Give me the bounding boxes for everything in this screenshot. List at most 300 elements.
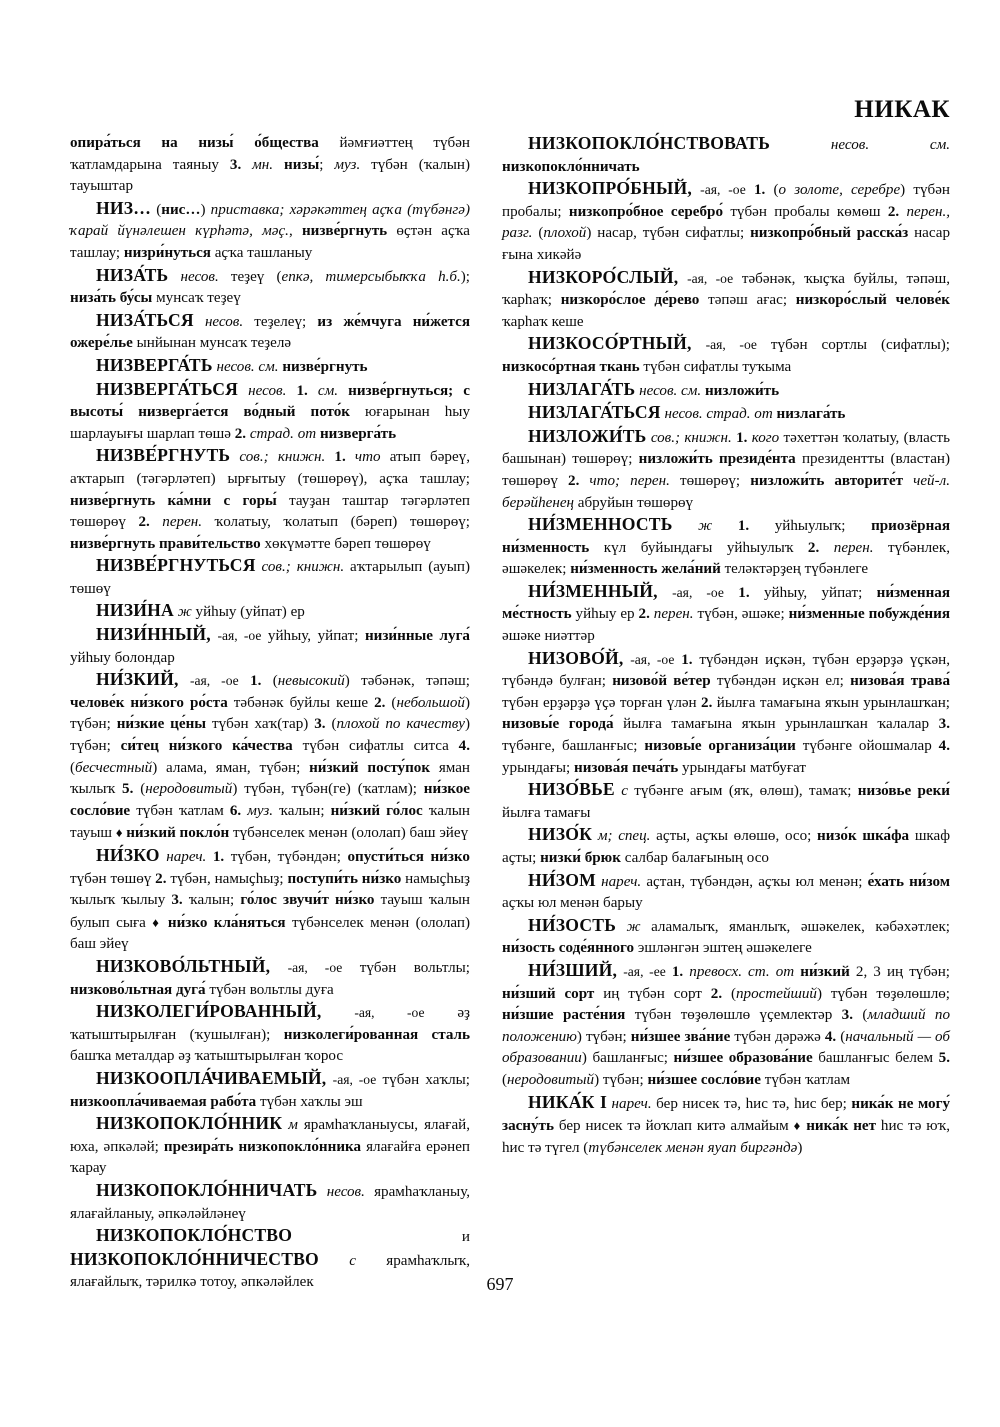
grammar-label: ж [698,518,713,535]
example-phrase: 2. [568,472,580,489]
example-phrase: 2. [138,514,150,531]
example-phrase: 1. [681,651,693,668]
grammar-label: кого [751,429,780,446]
translation-text: йылға тамағы [502,804,591,821]
example-phrase: ни́зкий посту́пок [309,759,431,776]
inflection-endings: -ая, -ое [700,182,746,198]
example-phrase: приозёрная ни́зменность [502,518,950,556]
translation-text: тауыш ҡалын булып сыға [70,892,470,931]
translation-text: аҡтарылып (ауып) төшөү [70,559,470,597]
translation-text: салбар балағының осо [620,850,769,866]
example-phrase: 2. [234,425,247,442]
grammar-label: начальный — об образовании [502,1028,950,1067]
translation-text: намыҫһыҙ ҡылыҡ ҡылыу [70,870,470,909]
entry-headword: НИ́ЗКИЙ, [96,669,179,690]
translation-text [286,383,296,399]
example-phrase: низовы́е организа́ции [644,738,796,755]
translation-text: түбән вольтлы; [342,959,470,976]
translation-text: әшәке ниәттәр [502,628,595,645]
translation-text: тәхеттән ҡолатыу, (власть башынан) төшөрөү; [502,429,950,468]
entry-headword: НИЗВЕ́РГНУТЬ [96,445,231,466]
example-phrase: низова́я трава́ [850,673,951,690]
entry-headword: НИЗКОПОКЛО́ННИЧАТЬ [96,1179,318,1200]
translation-text [168,269,180,285]
translation-text: теҙеү ( [218,268,282,285]
grammar-label: невысокий [277,673,345,690]
grammar-label: чей-л. берәйһенең [502,472,950,511]
example-phrase: низо́к шка́фа [817,828,910,845]
example-phrase: 1. [250,673,262,690]
example-phrase: ни́зшее сосло́вие [647,1071,761,1088]
example-phrase: низовы́е города́ [502,716,614,733]
dictionary-entry [502,779,950,824]
dictionary-entry [502,426,950,514]
translation-text [692,182,700,198]
entry-headword: НИЗЛОЖИ́ТЬ [528,425,647,446]
dictionary-entry [70,669,470,845]
translation-text [319,1253,349,1269]
example-phrase: низки́ брюк [540,850,621,866]
translation-text: ; [319,156,335,173]
translation-text: ) түбән; [594,1071,648,1088]
translation-text [724,585,738,601]
translation-text: түбән сифатлы ситса [292,738,459,755]
translation-text [308,383,318,399]
dictionary-entry [70,845,470,956]
translation-text: ); [460,268,471,285]
dictionary-entry [502,402,950,426]
translation-text: хөкүмәтте бәреп төшөрөү [260,535,431,552]
inflection-endings: -ая, -ое [217,628,262,644]
entry-headword: НИЗИ́НА [96,600,174,621]
translation-text: уйһыу (уйпат) ер [191,604,305,621]
example-phrase: ни́зшее образова́ние [673,1050,813,1067]
example-phrase: 4. [938,738,950,755]
dictionary-entry [70,1068,470,1113]
example-phrase: 1. [212,849,225,865]
translation-text: теләктәрҙең түбәнлеге [720,561,869,578]
entry-headword: НИЗ… [96,197,152,218]
example-phrase: 3. [314,716,326,733]
translation-text: атып бәреү, аҡтарып (тәгәрләтеп) ырғытыу (төшөрөү), аҫҡа ташлау; [70,449,470,487]
translation-text: түбәнлек, әшәкелек; [502,539,950,578]
translation-text: түбәнге ойошмалар [795,738,939,755]
example-phrase: низложи́ть президе́нта [638,451,796,468]
grammar-label: епкә, тимерсыбыҡҡа һ.б. [281,268,461,285]
grammar-label: перен. [162,514,203,531]
grammar-label: сов.; книжн. [239,449,326,466]
translation-text: ( [502,1071,508,1088]
translation-text [239,673,250,689]
grammar-label: плохой [543,225,587,242]
grammar-label: небольшой [396,694,465,711]
translation-text: әҙ ҡатыштырылған (ҡушылған); [70,1005,470,1043]
translation-text [270,960,287,976]
example-phrase: низве́ргнуть [282,358,368,375]
example-phrase: 1. [736,429,748,446]
entry-headword: НИЗОВО́Й, [528,647,624,668]
translation-text: ынйынан мунсаҡ теҙелә [132,335,292,352]
translation-text: ( [722,985,736,1002]
grammar-label: плохой по качеству [336,716,465,733]
example-phrase: ни́зость соде́янного [502,940,635,957]
grammar-label: түбәнселек менән яуап биргәндә [588,1139,798,1156]
translation-text: ) түбән, түбән(ге) (ҡатлам); [232,781,424,798]
translation-text: аҫҡы юл менән барыу [502,895,643,912]
grammar-label: нареч. [601,873,642,890]
dictionary-entry [502,133,950,178]
example-phrase: низколеги́рованная сталь [283,1026,470,1043]
dictionary-entry [70,355,470,379]
translation-text: өҫтән аҫҡа ташлау; [70,223,471,261]
translation-text: ҡолатыу, ҡолатып (бәреп) төшөрөү; [202,514,470,531]
example-phrase: ни́зшее зва́ние [630,1028,731,1045]
example-phrase: низи́нные луга́ [364,628,470,645]
translation-text: 2, 3 иң түбән; [849,963,950,980]
translation-text [150,514,163,530]
grammar-label: несов. [180,268,219,285]
translation-text [338,383,348,399]
translation-text [273,157,284,173]
example-phrase: ника́к не могу́ засну́ть [502,1095,950,1135]
entry-headword: НИЗКОПРО́БНЫЙ, [528,178,692,199]
translation-text: тәбәнәк, ҡыҫҡа буйлы, тәпәш, ҡарһаҡ; [502,270,951,309]
grammar-label: перен. [833,539,874,556]
translation-text [238,383,248,399]
translation-text: уйһыу болондар [70,649,175,666]
translation-text: ) түбән; [70,694,470,733]
example-phrase: низкоопла́чиваемая рабо́та [70,1093,257,1110]
translation-text: түбәнселек менән (ололап) баш эйеү [70,914,470,953]
translation-text: түбән вольтлы дуға [205,981,334,998]
translation-text: ярамһаҡлыҡ, ялағайлыҡ, тәрилкә тотоу, әпкәләйлек [70,1252,470,1291]
entry-headword: НИЗКОПОКЛО́НСТВОВАТЬ [528,133,771,153]
grammar-label: мн. [252,156,274,173]
example-phrase: низково́льтная дуга́ [70,981,206,998]
example-phrase: си́тец ни́зкого ка́чества [120,738,293,755]
grammar-label: с [621,783,628,800]
dictionary-entry [70,310,470,355]
translation-text: урындағы; [502,759,574,776]
entry-headword: НИ́ЗМЕННОСТЬ [528,514,673,535]
translation-text: ) [200,201,211,218]
translation-text: и [461,1229,470,1246]
example-phrase: низлага́ть [776,406,846,423]
translation-text: ярамһаҡланыу, ялағайланыу, әпкәләйләнеү [70,1183,470,1222]
translation-text: бер нисек тә, һис тә, һис бер; [651,1095,852,1112]
entry-headword: НИЗО́К [528,824,593,845]
example-phrase: ни́зменность жела́ний [570,561,721,578]
dictionary-entry [70,1180,470,1225]
example-phrase: 1. [737,518,750,535]
translation-text: түбән хаҡлы эш [256,1093,363,1110]
entry-headword: НИ́ЗШИЙ, [528,959,618,980]
translation-text: йылға тамағына яҡын урынлашҡан; [712,694,951,711]
example-phrase: е́хать ни́зом [867,873,951,890]
translation-text: башланғыс белем [812,1050,939,1067]
translation-text: яман ҡылыҡ [70,759,470,798]
example-phrase: ни́зкое сосло́вие [70,781,470,819]
example-phrase: опира́ться на низы́ о́бщества [70,135,319,151]
grammar-label: муз. [334,156,361,173]
example-phrase: низве́ргнуть ка́мни с горы́ [70,492,277,509]
grammar-label: страд. от [249,425,317,442]
translation-text: ( [385,694,397,711]
translation-text: , [288,223,302,240]
translation-text [678,271,687,287]
grammar-label: нареч. [166,849,207,865]
dictionary-entry [502,648,950,780]
example-phrase: низри́нуться [123,244,211,261]
translation-text: уйһыулыҡ; [749,518,872,535]
example-phrase: 3. [938,716,950,733]
grammar-label: ж [626,918,641,935]
inflection-endings: -ая, -ое [287,959,343,975]
translation-text: түбән ҡатлам [760,1071,851,1088]
example-phrase: ни́зменные побужде́ния [788,606,950,623]
grammar-label: несов. страд. от [664,406,773,423]
grammar-label: превосх. ст. от [689,963,795,980]
example-phrase: низве́ргнуть прави́тельство [70,535,261,552]
example-phrase: ни́зшие расте́ния [502,1007,626,1024]
example-phrase: 3. [229,156,242,173]
example-phrase: поступи́ть ни́зко [287,870,402,887]
translation-text [673,518,699,534]
example-phrase: 2. [155,870,167,887]
example-phrase: 6. [229,802,242,819]
grammar-label: см. [317,382,339,399]
translation-text: түбән, әшәке; [693,606,789,623]
dictionary-entry [502,870,950,915]
translation-text [770,137,831,153]
inflection-endings: -ая, -ое [630,651,675,667]
entry-headword: НИЗВЕ́РГНУТЬСЯ [96,555,256,576]
entry-headword: НИЗКОПОКЛО́ННИК [96,1113,283,1134]
grammar-label: бесчестный [75,759,153,776]
translation-text: уйһыу, уйпат; [261,628,365,645]
example-phrase: ни́зкий [800,963,850,980]
translation-text: тауҙан таштар тәгәрләтеп төшөрөү [70,492,470,531]
example-phrase: низа́ть бу́сы [70,290,153,307]
example-phrase: нис… [161,201,201,218]
example-phrase: низложи́ть [704,382,780,399]
example-phrase: низкоро́слый челове́к [795,292,950,309]
dictionary-entry [502,178,950,266]
inflection-endings: -ая, -ое [687,270,734,286]
entry-headword: НИЗЛАГА́ТЬСЯ [528,402,661,423]
dictionary-entry [502,267,950,334]
example-phrase: низо́вье реки́ [857,783,951,800]
translation-text: түбән сифатлы туҡыма [639,358,792,375]
translation-text: ) түбән пробалы; [502,182,950,220]
translation-text [616,919,627,935]
translation-text: тәбәнәк буйлы кеше [227,694,375,711]
example-phrase: из же́мчуга ни́жется ожере́лье [70,313,470,352]
grammar-label: м; спец. [597,828,651,845]
inflection-endings: -ая, -ое [332,1071,377,1087]
idiom-diamond-icon: ♦ [115,825,123,841]
entry-headword: НИЗА́ТЬ [96,264,169,285]
translation-text: түбән хаҡлы; [376,1071,470,1088]
example-phrase: 3. [171,892,183,909]
entry-headword: НИКА́К I [528,1091,607,1112]
dictionary-entry [70,1113,470,1180]
example-phrase: ни́зкие це́ны [116,716,207,733]
dictionary-entry [502,824,950,869]
grammar-label: перен. [653,606,694,623]
translation-text [292,1229,462,1245]
example-phrase: низверга́ть [319,425,397,442]
translation-text: һис тә юҡ, һис тә түгел ( [502,1118,950,1156]
translation-text [179,673,190,689]
grammar-label: несов. см. [830,137,950,153]
translation-text: теҙелеү; [243,313,318,330]
example-phrase: низкопокло́нничать [502,158,640,175]
grammar-label: о золоте, серебре [778,182,901,199]
translation-text [579,473,589,489]
left-column [70,133,471,1291]
entry-headword: НИЗКООПЛА́ЧИВАЕМЫЙ, [96,1067,327,1088]
dictionary-entry [70,624,470,669]
translation-text: ) алама, яман, түбән; [152,759,310,776]
grammar-label: нареч. [611,1095,652,1112]
example-phrase: ни́зший сорт [502,985,595,1002]
example-phrase: го́лос звучи́т ни́зко [240,892,375,909]
translation-text [658,585,672,601]
translation-text: тәпәш ағас; [699,292,796,309]
example-phrase: низве́ргнуться; с высоты́ низверга́ется во́дный пото́к [70,382,471,421]
translation-text [819,540,834,556]
example-phrase: низкопро́бное серебро́ [568,203,723,220]
example-phrase: опусти́ться ни́зко [347,849,470,865]
example-phrase: низова́я печа́ть [574,759,679,776]
right-column [502,133,950,1273]
translation-text [903,473,913,489]
example-phrase: 1. [671,963,684,980]
entry-headword: НИЗКОВО́ЛЬТНЫЙ, [96,955,271,976]
example-phrase: презира́ть низкопокло́нника [163,1138,362,1155]
translation-text: ( [765,182,779,199]
example-phrase: ни́зменная ме́стность [502,584,950,623]
translation-text: йылға тамағына яҡын урынлашҡан ҡалалар [613,716,939,733]
dictionary-entry [70,555,470,600]
translation-text: йәмғиәттең түбән ҡатламдарына таяныу [70,135,470,173]
example-phrase: низве́ргнуть [301,223,388,240]
translation-text: түбән, түбәндән; [224,849,348,865]
idiom-diamond-icon: ♦ [152,914,162,930]
grammar-label: несов. [204,313,244,330]
entry-headword: НИЗИ́ННЫЙ, [96,624,211,645]
translation-text: төшөрөү; [669,472,751,489]
translation-text: ҡалын тауыш [70,802,470,842]
grammar-label: несов. [326,1183,365,1200]
running-head: НИКАК [854,96,950,123]
grammar-label: неродовитый [507,1071,595,1088]
idiom-diamond-icon: ♦ [793,1118,802,1134]
entry-headword: НИЗВЕРГА́ТЬСЯ [96,378,239,399]
dictionary-entry [502,514,950,581]
translation-text: ( [261,673,278,690]
translation-text: аҫты, аҫҡы өлөшө, осо; [650,828,818,845]
translation-text: түбәндән иҫкән, түбән ерҙәрҙә үҫкән, түбәндә булған; [502,651,951,690]
dictionary-entry [70,133,470,198]
translation-text: ( [836,1028,846,1045]
grammar-label: несов. [248,382,287,399]
grammar-label: младший по положению [502,1007,950,1045]
example-phrase: 2. [374,694,386,711]
translation-text: түбән пробалы көмөш [723,203,888,220]
translation-text: ( [151,201,162,218]
entry-headword: НИЗЛАГА́ТЬ [528,378,636,399]
translation-text: ( [532,225,544,242]
grammar-label: несов. см. [216,358,279,375]
dictionary-entry [70,1001,470,1068]
entry-headword: НИ́ЗМЕННЫЙ, [528,580,658,601]
entry-headword: НИЗКОСО́РТНЫЙ, [528,333,692,354]
example-phrase: 2. [701,694,713,711]
example-phrase: 4. [458,738,470,755]
translation-text: түбәнселек менән (ололап) баш эйеү [229,825,469,842]
grammar-label: с [349,1252,356,1269]
example-phrase: ника́к нет [806,1118,877,1135]
translation-text: ( [852,1007,868,1024]
dictionary-entry [502,581,950,648]
entry-headword: НИ́ЗОСТЬ [528,914,617,935]
dictionary-entry [70,198,470,265]
grammar-label: несов. см. [639,382,702,399]
grammar-label: сов.; книжн. [650,429,732,446]
translation-text [194,314,205,330]
translation-text: уйһыу ер [571,606,639,623]
translation-text [712,518,738,534]
example-phrase: 1. [738,584,750,601]
translation-text: насар ғына хикәйә [502,225,950,263]
translation-text: түбәнге ағым (яҡ, өлөш), тамаҡ; [627,783,858,800]
inflection-endings: -ая, -ое [705,337,757,353]
translation-text: башҡа металдар әҙ ҡатыштырылған ҡорос [70,1048,344,1065]
example-phrase: челове́к ни́зкого ро́ста [70,694,228,711]
translation-text: ялағайға ерәнеп ҡарау [70,1138,470,1177]
translation-text: абруйын төшөрөү [574,494,694,511]
translation-text: түбән ерҙәрҙә үҫә торған үлән [502,694,702,711]
translation-text: ( [325,716,337,733]
translation-text: түбән хаҡ(тар) [206,716,315,733]
translation-text: мунсаҡ теҙеү [152,290,241,307]
example-phrase: 2. [887,203,900,220]
example-phrase: низы́ [284,156,320,173]
translation-text: ) тәбәнәк, тәпәш; [344,673,470,690]
example-phrase: низово́й ве́тер [612,673,711,690]
grammar-label: муз. [247,802,274,819]
translation-text: уйһыу, уйпат; [749,584,877,601]
grammar-label: м [288,1117,298,1134]
dictionary-entry [70,379,470,446]
translation-text: түбәнге, башланғыс; [502,738,645,755]
grammar-label: приставка; хәрәкәттең аҫҡа (түбәнгә) ҡарай йүнәлешен күрһәтә, мәҫ. [70,201,470,240]
inflection-endings: -ая, -ее [623,963,666,979]
grammar-label: что; перен. [589,472,670,489]
translation-text: урындағы матбуғат [678,759,806,776]
translation-text: бер нисек тә йоҡлап китә алмайым [553,1118,794,1135]
example-phrase: низкосо́ртная ткань [502,358,640,375]
entry-headword: НИЗКОРО́СЛЫЙ, [528,266,679,287]
inflection-endings: -ая, -ое [189,673,239,689]
translation-text: ҡалын; [182,892,241,909]
translation-text: юғарынан һыу шарлауығы шарлап төшә [70,404,470,442]
translation-text: түбән, намыҫһыҙ; [166,870,288,887]
dictionary-entry [70,600,470,624]
entry-headword: НИЗКОПОКЛО́ННИЧЕСТВО [70,1248,319,1269]
